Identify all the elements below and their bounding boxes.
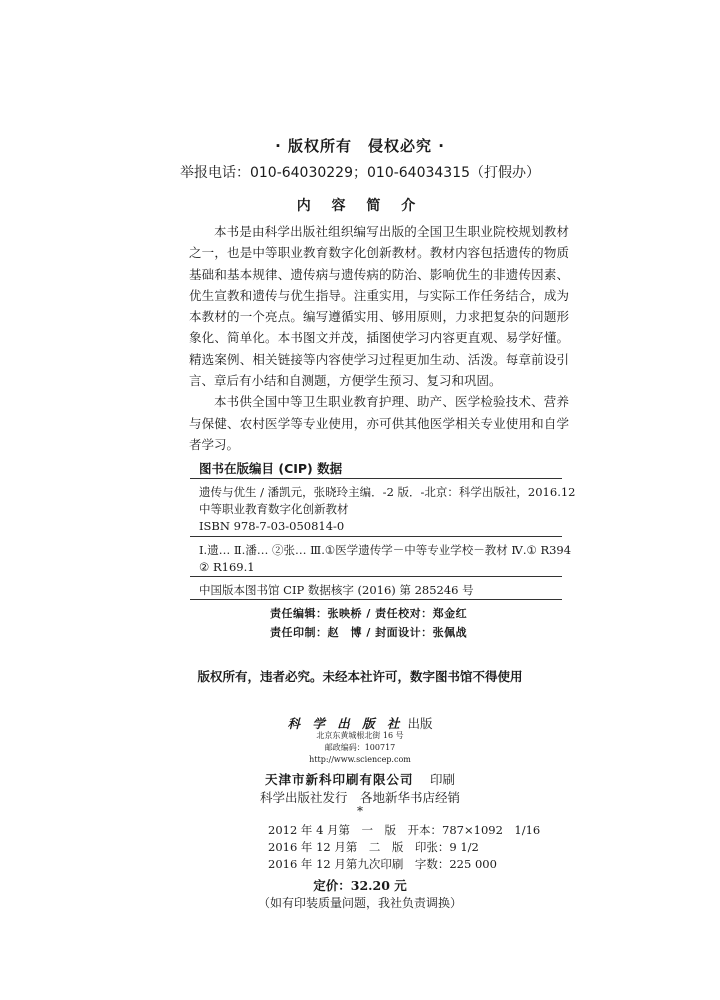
- production-credits: 责任印制：赵 博 / 封面设计：张佩战: [270, 626, 468, 639]
- publisher-name: 科 学 出 版 社: [287, 716, 404, 731]
- summary-paragraph: 本书供全国中等卫生职业教育护理、助产、医学检验技术、营养与保健、农村医学等专业使用，亦可供其他医学相关专业使用和自学者学习。: [189, 394, 569, 452]
- cip-rule-top: [190, 478, 562, 479]
- cip-series-line: 中等职业教育数字化创新教材: [199, 502, 349, 516]
- cip-bibliographic-line: 遗传与优生 / 潘凯元，张晓玲主编．-2 版．-北京：科学出版社，2016.12: [199, 485, 576, 499]
- quality-notice: （如有印装质量问题，我社负责调换）: [257, 896, 462, 910]
- cip-rule-mid: [190, 536, 562, 537]
- publisher-suffix: 出版: [403, 716, 433, 731]
- separator-star: *: [357, 804, 363, 818]
- summary-paragraph: 本书是由科学出版社组织编写出版的全国卫生职业院校规划教材之一，也是中等职业教育数字化创新教材。教材内容包括遗传的物质基础和基本规律、遗传病与遗传病的防治、影响优生的非遗传因素、优生宣教和遗传与优生指导。注重实用，与实际工作任务结合，成为本教材的一个亮点。编写遵循实用、够用原则，力求把复杂的问题形象化、简单化。本书图文并茂，插图使学习内容更直观、易学好懂。精选案例、相关链接等内容使学习过程更加生动、活泼。每章前设引言、章后有小结和自测题，方便学生预习、复习和巩固。: [189, 224, 569, 389]
- cip-classification-continued: ② R169.1: [199, 560, 255, 574]
- report-hotline: 举报电话：010-64030229；010-64034315（打假办）: [179, 165, 541, 181]
- printer-name: 天津市新科印刷有限公司: [265, 772, 414, 787]
- printer-suffix: 印刷: [413, 772, 455, 787]
- cip-verification: 中国版本图书馆 CIP 数据核字 (2016) 第 285246 号: [199, 583, 474, 597]
- cip-rule-end: [190, 599, 562, 600]
- publisher-line: [0, 714, 720, 732]
- cip-title: 图书在版编目 (CIP) 数据: [199, 461, 343, 476]
- printing-line: 2016 年 12 月第九次印刷 字数：225 000: [268, 857, 497, 871]
- copyright-heading: · 版权所有 侵权必究 ·: [275, 137, 445, 155]
- editor-credits: 责任编辑：张映桥 / 责任校对：郑金红: [270, 607, 468, 620]
- distribution-line: 科学出版社发行 各地新华书店经销: [259, 790, 460, 805]
- cip-rule-bottom: [190, 576, 562, 577]
- edition-line-second: 2016 年 12 月第 二 版 印张：9 1/2: [268, 840, 479, 854]
- publisher-website: http://www.sciencep.com: [309, 755, 411, 764]
- printer-line: [0, 770, 720, 788]
- rights-notice: 版权所有，违者必究。未经本社许可，数字图书馆不得使用: [197, 669, 523, 684]
- publisher-address: 北京东黄城根北街 16 号: [316, 731, 404, 740]
- edition-line-first: 2012 年 4 月第 一 版 开本：787×1092 1/16: [268, 823, 541, 837]
- content-summary: [189, 221, 569, 455]
- price: 定价：32.20 元: [313, 878, 407, 893]
- summary-title: 内 容 简 介: [296, 198, 424, 214]
- publisher-postcode: 邮政编码：100717: [324, 743, 396, 752]
- cip-isbn: ISBN 978-7-03-050814-0: [199, 519, 345, 533]
- cip-classification: Ⅰ.遗… Ⅱ.潘… ②张… Ⅲ.①医学遗传学－中等专业学校－教材 Ⅳ.① R394: [199, 543, 572, 557]
